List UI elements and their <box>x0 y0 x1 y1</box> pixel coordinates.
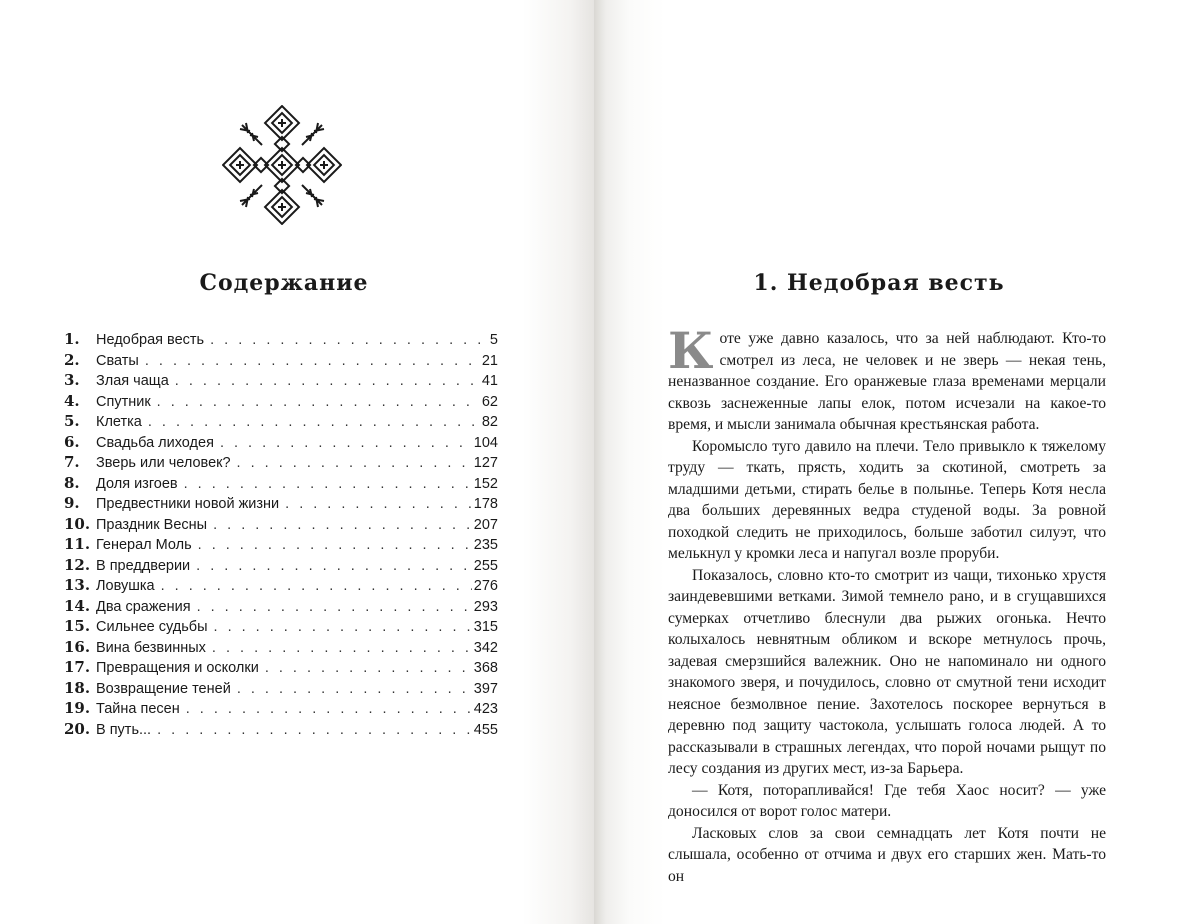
toc-entry-number: 3. <box>64 371 80 389</box>
toc-entry-number: 16. <box>64 637 91 656</box>
toc-entry <box>64 392 498 413</box>
toc-leader-dots <box>213 517 472 533</box>
toc-entry-number: 17. <box>64 658 91 676</box>
toc-entry-page: 235 <box>473 537 498 553</box>
toc-entry-number: 10. <box>64 514 91 533</box>
toc-entry-page: 397 <box>473 680 498 697</box>
toc-entry-number: 4. <box>64 391 80 410</box>
toc-leader-dots <box>212 640 472 656</box>
toc-entry-number: 8. <box>64 473 80 492</box>
toc-entry-number: 15. <box>64 617 91 635</box>
toc-entry-title: Предвестники новой жизни <box>96 496 280 512</box>
toc-entry-number: 2. <box>64 350 80 369</box>
toc-leader-dots <box>210 332 488 348</box>
toc-entry-title: Генерал Моль <box>96 537 192 553</box>
toc-entry <box>64 433 498 454</box>
toc-entry <box>64 597 498 618</box>
toc-leader-dots <box>196 558 472 574</box>
toc-entry-page: 423 <box>473 701 498 717</box>
toc-entry-page: 455 <box>473 721 498 738</box>
toc-entry-page: 315 <box>473 619 498 635</box>
toc-entry <box>64 330 498 351</box>
toc-entry-title: Превращения и осколки <box>96 660 259 676</box>
toc-entry-page: 41 <box>481 373 498 389</box>
toc-entry <box>64 699 498 720</box>
toc-entry-title: Возвращение теней <box>96 680 231 697</box>
table-of-contents <box>64 330 498 740</box>
toc-entry-title: Доля изгоев <box>96 475 178 492</box>
toc-entry-title: Недобрая весть <box>96 332 205 348</box>
folk-ornament-icon <box>222 105 342 225</box>
toc-entry-number: 14. <box>64 596 91 615</box>
toc-entry-page: 82 <box>481 414 498 430</box>
toc-entry-title: Вина безвинных <box>96 639 206 656</box>
toc-entry-number: 6. <box>64 432 80 451</box>
toc-entry <box>64 412 498 433</box>
toc-leader-dots <box>184 476 472 492</box>
toc-entry-page: 21 <box>481 352 498 369</box>
toc-entry-page: 104 <box>473 434 498 451</box>
toc-entry-page: 342 <box>473 639 498 656</box>
toc-leader-dots <box>198 537 472 553</box>
toc-leader-dots <box>157 722 472 738</box>
toc-entry <box>64 658 498 679</box>
toc-entry-page: 293 <box>473 598 498 615</box>
toc-entry <box>64 371 498 392</box>
toc-entry-title: Сильнее судьбы <box>96 619 208 635</box>
toc-entry <box>64 720 498 741</box>
toc-entry <box>64 556 498 577</box>
toc-entry-title: Клетка <box>96 414 142 430</box>
toc-entry-page: 368 <box>473 660 498 676</box>
toc-entry-number: 5. <box>64 412 80 430</box>
toc-entry <box>64 351 498 372</box>
left-page <box>0 0 594 924</box>
toc-entry <box>64 617 498 638</box>
toc-leader-dots <box>197 599 472 615</box>
toc-entry-title: Тайна песен <box>96 701 180 717</box>
toc-entry-page: 127 <box>473 455 498 471</box>
toc-entry-number: 7. <box>64 453 80 471</box>
right-page <box>594 0 1189 924</box>
paragraph: Показалось, словно кто-то смотрит из чащи, тихонько хрустя заиндевевшими ветками. Зимой темнело рано, и в сгущавшихся сумерках отчетливо блеснули два рыжих огонька. Нечто колыхалось невнятным обликом и вскоре метнулось прочь, задевая смерзшийся валежник. Оно не напоминало ни одного знакомого зверя, и почудилось, словно от смутной тени исходит неясное безмолвное пение. Захотелось поскорее вернуться в деревню под защиту частокола, услышать голоса людей. А то рассказывали в страшных легендах, что порой ночами рыщут по лесу создания из других мест, из-за Барьера. <box>668 566 1106 777</box>
toc-heading: Содержание <box>199 270 369 296</box>
chapter-text <box>668 321 1106 887</box>
toc-leader-dots <box>237 681 472 697</box>
toc-entry-page: 207 <box>473 516 498 533</box>
toc-entry <box>64 494 498 515</box>
toc-entry-number: 19. <box>64 699 91 717</box>
toc-entry-number: 20. <box>64 719 91 738</box>
toc-entry-title: Свадьба лиходея <box>96 434 214 451</box>
first-paragraph-text: оте уже давно казалось, что за ней наблюдают. Кто-то смотрел из леса, не человек и не зверь — некая тень, неназванное создание. Его оранжевые глаза временами мерцали сквозь заснеженные лапы елок, потом исчезали на какое-то время, и мысли занимала обычная крестьянская работа. <box>668 330 1106 433</box>
toc-entry <box>64 474 498 495</box>
toc-entry-page: 276 <box>473 578 498 594</box>
toc-entry-title: Зверь или человек? <box>96 455 231 471</box>
toc-leader-dots <box>175 373 480 389</box>
toc-entry-title: В преддверии <box>96 557 191 574</box>
toc-entry <box>64 535 498 556</box>
toc-entry <box>64 679 498 700</box>
drop-cap: К <box>668 321 714 380</box>
toc-entry-page: 152 <box>473 475 498 492</box>
toc-leader-dots <box>237 455 472 471</box>
toc-entry-page: 5 <box>489 332 498 348</box>
toc-leader-dots <box>157 394 480 410</box>
toc-entry <box>64 638 498 659</box>
toc-entry <box>64 453 498 474</box>
toc-leader-dots <box>265 660 472 676</box>
toc-entry-number: 18. <box>64 678 91 697</box>
toc-leader-dots <box>145 353 480 369</box>
paragraph: Коромысло туго давило на плечи. Тело привыкло к тяжелому труду — ткать, прясть, ходить за скотиной, смотреть за младшими детьми, стирать белье в полынье. Теперь Котя несла два больших деревянных ведра студеной воды. За ровной походкой следить не приходилось, больше заботил силуэт, что мелькнул у кромки леса и напугал возле проруби. <box>668 437 1106 562</box>
toc-entry-number: 1. <box>64 330 80 348</box>
toc-entry <box>64 515 498 536</box>
toc-leader-dots <box>220 435 472 451</box>
toc-entry-number: 11. <box>64 535 91 553</box>
toc-entry-title: Сваты <box>96 352 139 369</box>
toc-leader-dots <box>186 701 472 717</box>
first-paragraph <box>668 321 1106 436</box>
toc-entry-page: 178 <box>473 496 498 512</box>
toc-leader-dots <box>161 578 472 594</box>
toc-leader-dots <box>285 496 472 512</box>
toc-entry-title: Праздник Весны <box>96 516 208 533</box>
toc-entry-title: Злая чаща <box>96 373 169 389</box>
toc-entry-page: 62 <box>481 393 498 410</box>
toc-entry-title: Ловушка <box>96 578 155 594</box>
toc-entry-title: Спутник <box>96 393 151 410</box>
toc-entry <box>64 576 498 597</box>
toc-leader-dots <box>148 414 480 430</box>
toc-entry-number: 12. <box>64 555 91 574</box>
toc-entry-title: В путь... <box>96 721 152 738</box>
toc-leader-dots <box>214 619 472 635</box>
toc-entry-page: 255 <box>473 557 498 574</box>
paragraph: — Котя, поторапливайся! Где тебя Хаос носит? — уже доносился от ворот голос матери. <box>668 781 1106 820</box>
paragraph: Ласковых слов за свои семнадцать лет Котя почти не слышала, особенно от отчима и двух его старших жен. Мать-то он <box>668 824 1106 885</box>
toc-entry-number: 13. <box>64 576 91 594</box>
toc-entry-title: Два сражения <box>96 598 191 615</box>
chapter-heading: 1. Недобрая весть <box>753 270 1005 296</box>
toc-entry-number: 9. <box>64 494 80 512</box>
